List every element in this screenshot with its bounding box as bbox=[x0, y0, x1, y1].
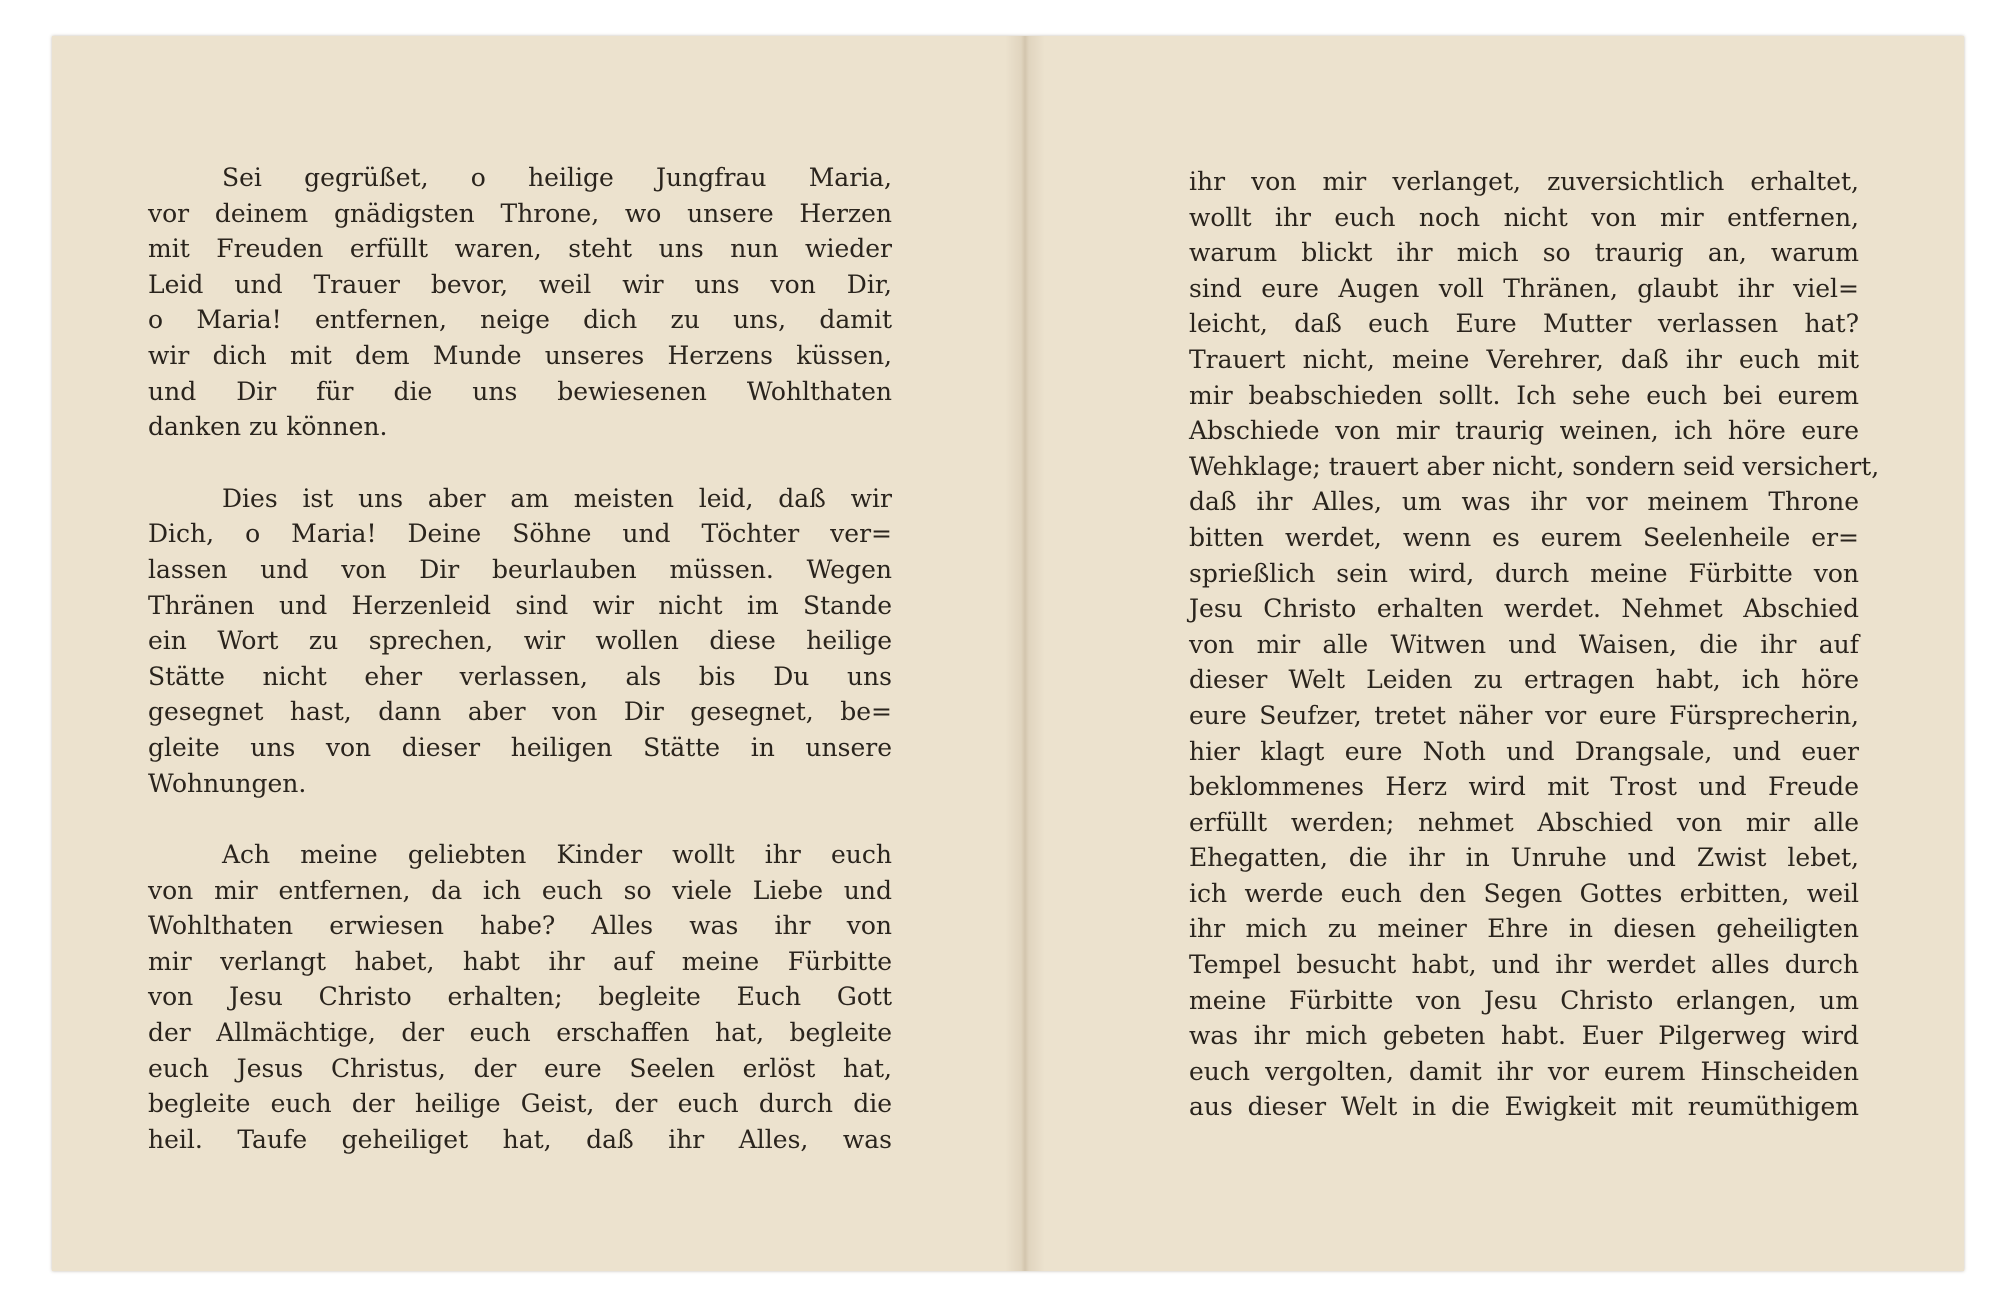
text-line: ich werde euch den Segen Gottes erbitten, weil bbox=[1189, 878, 1859, 908]
text-line: Tempel besucht habt, und ihr werdet alles durch bbox=[1189, 950, 1859, 980]
text-line: wollt ihr euch noch nicht von mir entfernen, bbox=[1189, 202, 1859, 232]
text-line: mit Freuden erfüllt waren, steht uns nun wieder bbox=[148, 234, 892, 264]
text-line: was ihr mich gebeten habt. Euer Pilgerweg wird bbox=[1189, 1021, 1859, 1051]
text-line: sind eure Augen voll Thränen, glaubt ihr viel= bbox=[1189, 273, 1859, 303]
text-line: ein Wort zu sprechen, wir wollen diese heilige bbox=[148, 626, 892, 656]
text-line: Wohlthaten erwiesen habe? Alles was ihr von bbox=[148, 911, 892, 941]
text-line: Jesu Christo erhalten werdet. Nehmet Abschied bbox=[1189, 594, 1859, 624]
text-line: Dich, o Maria! Deine Söhne und Töchter ver= bbox=[148, 519, 892, 549]
text-line: eure Seufzer, tretet näher vor eure Fürsprecherin, bbox=[1189, 700, 1859, 730]
text-line: Wohnungen. bbox=[148, 768, 307, 798]
text-line: vor deinem gnädigsten Throne, wo unsere Herzen bbox=[148, 198, 892, 228]
text-line: meine Fürbitte von Jesu Christo erlangen, um bbox=[1189, 985, 1859, 1015]
text-line: sprießlich sein wird, durch meine Fürbitte von bbox=[1189, 558, 1859, 588]
text-line: Leid und Trauer bevor, weil wir uns von Dir, bbox=[148, 269, 892, 299]
text-line: von Jesu Christo erhalten; begleite Euch Gott bbox=[148, 982, 892, 1012]
left-page bbox=[52, 36, 1022, 1271]
text-line: ihr von mir verlanget, zuversichtlich erhaltet, bbox=[1189, 167, 1859, 196]
text-line: hier klagt eure Noth und Drangsale, und euer bbox=[1189, 736, 1859, 766]
text-line: lassen und von Dir beurlauben müssen. Wegen bbox=[148, 554, 892, 584]
text-line: Abschiede von mir traurig weinen, ich höre eure bbox=[1189, 416, 1859, 446]
right-page-text bbox=[1189, 164, 1880, 1125]
text-line: warum blickt ihr mich so traurig an, warum bbox=[1189, 238, 1859, 268]
text-line: gesegnet hast, dann aber von Dir gesegnet, be= bbox=[148, 697, 892, 727]
left-page-text bbox=[148, 160, 892, 1157]
text-line: beklommenes Herz wird mit Trost und Freude bbox=[1189, 772, 1859, 802]
paragraph-3 bbox=[148, 837, 892, 1157]
paragraph-1 bbox=[148, 160, 892, 445]
text-line: heil. Taufe geheiliget hat, daß ihr Alles, was bbox=[148, 1124, 892, 1154]
text-line: dieser Welt Leiden zu ertragen habt, ich höre bbox=[1189, 665, 1859, 695]
text-line: von mir alle Witwen und Waisen, die ihr auf bbox=[1189, 629, 1859, 659]
right-page bbox=[1027, 36, 1964, 1271]
text-line: Ehegatten, die ihr in Unruhe und Zwist lebet, bbox=[1189, 843, 1859, 873]
text-line: Stätte nicht eher verlassen, als bis Du uns bbox=[148, 661, 892, 691]
text-line: euch vergolten, damit ihr vor eurem Hinscheiden bbox=[1189, 1056, 1859, 1086]
text-line: und Dir für die uns bewiesenen Wohlthaten bbox=[148, 376, 892, 406]
text-line: der Allmächtige, der euch erschaffen hat, begleite bbox=[148, 1018, 892, 1048]
text-line: Ach meine geliebten Kinder wollt ihr euch bbox=[222, 840, 892, 870]
text-line: Sei gegrüßet, o heilige Jungfrau Maria, bbox=[222, 163, 892, 192]
text-line: ihr mich zu meiner Ehre in diesen geheiligten bbox=[1189, 914, 1859, 944]
text-line: von mir entfernen, da ich euch so viele Liebe und bbox=[148, 875, 892, 905]
text-line: bitten werdet, wenn es eurem Seelenheile er= bbox=[1189, 522, 1859, 552]
text-line: daß ihr Alles, um was ihr vor meinem Throne bbox=[1189, 487, 1859, 517]
text-line: Wehklage; trauert aber nicht, sondern seid versichert, bbox=[1189, 451, 1880, 481]
text-line: Dies ist uns aber am meisten leid, daß wir bbox=[222, 483, 892, 513]
text-line: Thränen und Herzenleid sind wir nicht im Stande bbox=[148, 590, 892, 620]
text-line: euch Jesus Christus, der eure Seelen erlöst hat, bbox=[148, 1053, 892, 1083]
text-line: gleite uns von dieser heiligen Stätte in unsere bbox=[148, 732, 892, 762]
text-line: erfüllt werden; nehmet Abschied von mir alle bbox=[1189, 807, 1859, 837]
paper-sheet bbox=[52, 36, 1964, 1271]
text-line: aus dieser Welt in die Ewigkeit mit reumüthigem bbox=[1189, 1092, 1859, 1122]
text-line: wir dich mit dem Munde unseres Herzens küssen, bbox=[148, 340, 892, 370]
text-line: o Maria! entfernen, neige dich zu uns, damit bbox=[148, 305, 892, 335]
text-line: begleite euch der heilige Geist, der euch durch die bbox=[148, 1089, 892, 1119]
paragraph-2 bbox=[148, 481, 892, 801]
text-line: mir beabschieden sollt. Ich sehe euch bei eurem bbox=[1189, 380, 1859, 410]
text-line: danken zu können. bbox=[148, 412, 388, 442]
text-line: Trauert nicht, meine Verehrer, daß ihr euch mit bbox=[1189, 344, 1859, 374]
text-line: leicht, daß euch Eure Mutter verlassen hat? bbox=[1189, 309, 1859, 339]
text-line: mir verlangt habet, habt ihr auf meine Fürbitte bbox=[148, 946, 892, 976]
